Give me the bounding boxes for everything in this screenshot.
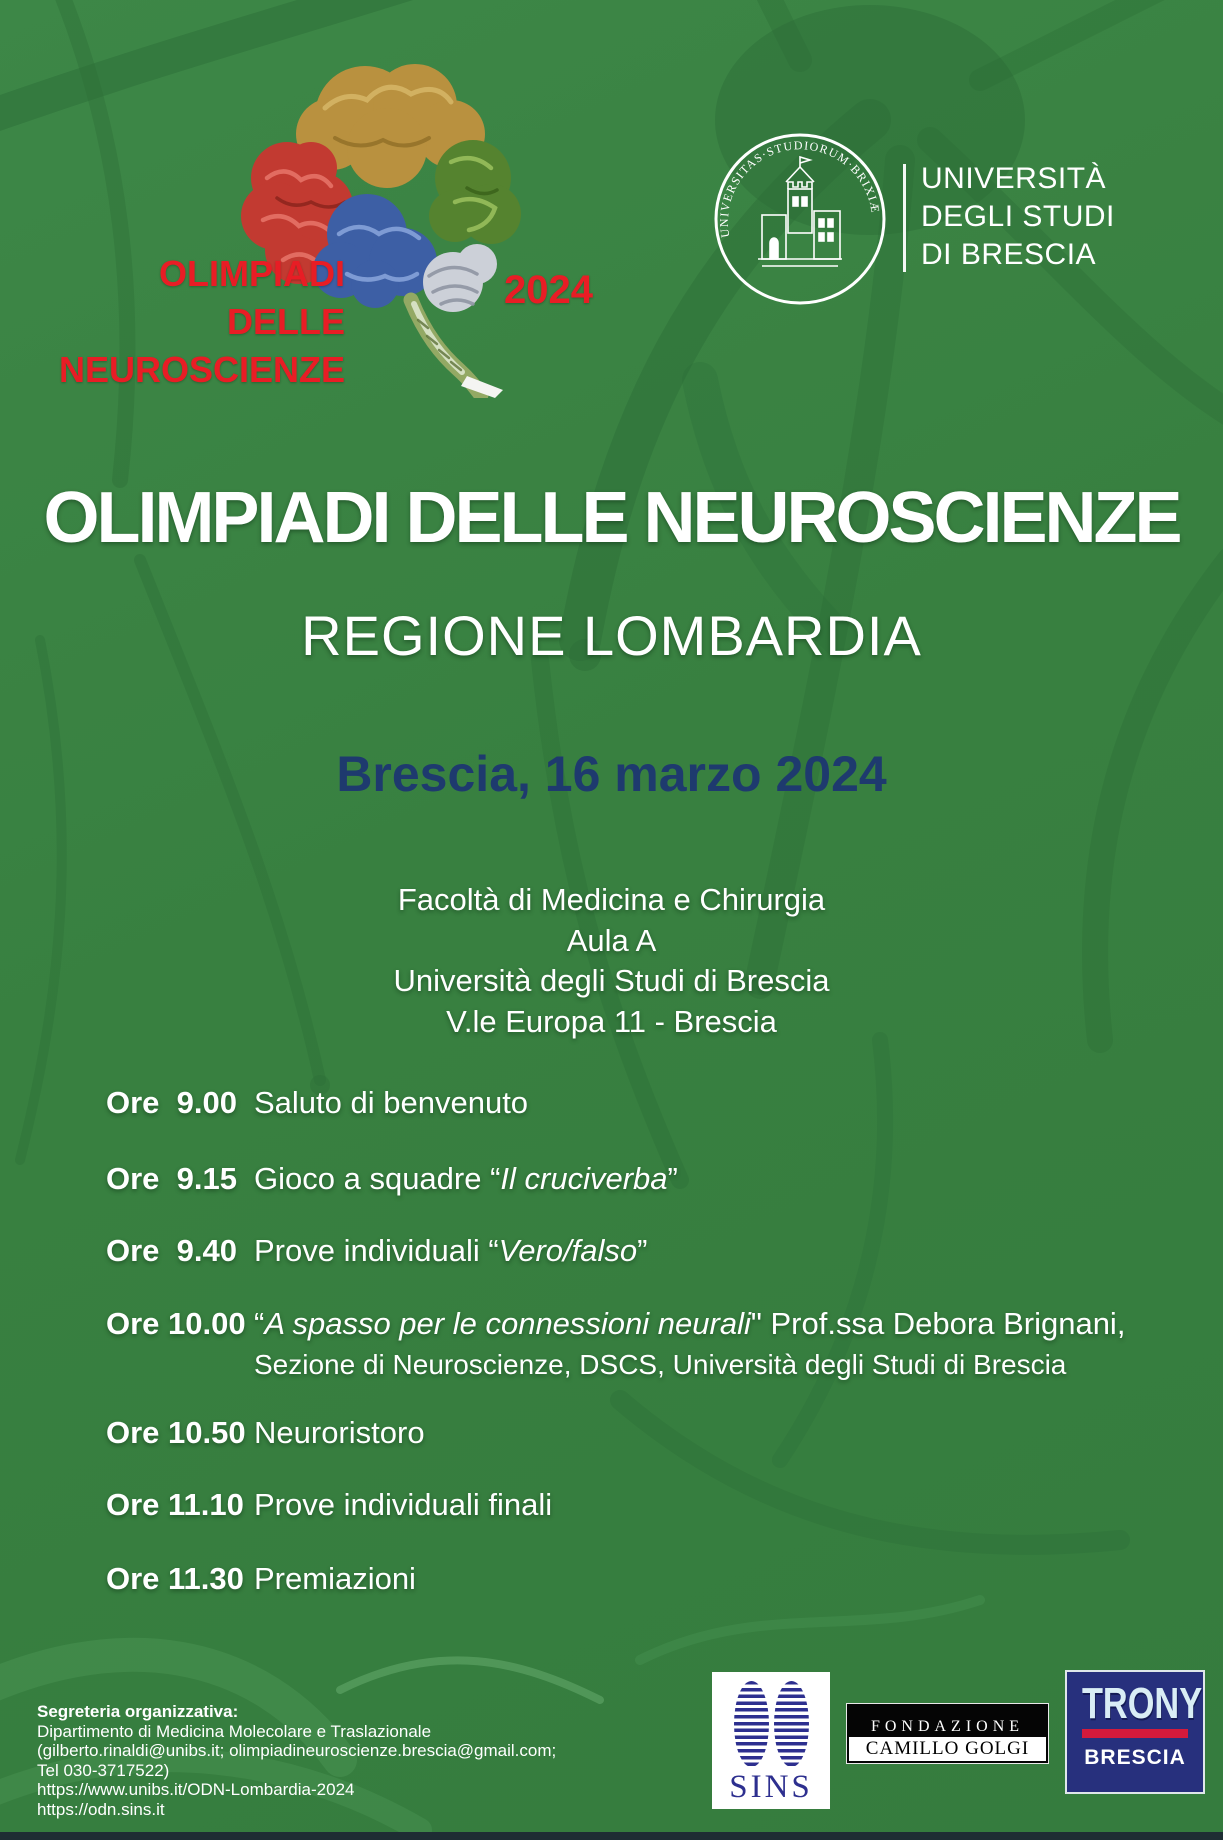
secretariat-department: Dipartimento di Medicina Molecolare e Traslazionale xyxy=(37,1721,432,1741)
schedule-row: Ore 10.00 “A spasso per le connessioni neurali" Prof.ssa Debora Brignani, Sezione di Neuroscienze, DSCS, Università degli Studi di Brescia xyxy=(106,1307,1206,1382)
trony-city: BRESCIA xyxy=(1084,1746,1186,1769)
secretariat-heading: Segreteria organizzativa: xyxy=(37,1702,239,1721)
schedule-row xyxy=(106,1086,1206,1120)
schedule-activity: Gioco a squadre “ xyxy=(254,1161,501,1196)
schedule-time: Ore 10.50 xyxy=(106,1415,246,1450)
venue-line-faculty: Facoltà di Medicina e Chirurgia xyxy=(397,882,826,917)
golgi-line2: CAMILLO GOLGI xyxy=(849,1737,1046,1761)
event-date: Brescia, 16 marzo 2024 xyxy=(336,746,887,802)
schedule-time: Ore 9.15 xyxy=(106,1161,237,1196)
schedule-row xyxy=(106,1416,1206,1450)
venue-line-university: Università degli Studi di Brescia xyxy=(393,963,830,998)
bottom-edge-bar xyxy=(0,1832,1223,1840)
schedule-activity: Prove individuali finali xyxy=(254,1487,553,1522)
university-name-line1: UNIVERSITÀ xyxy=(921,162,1107,195)
schedule-activity: Prove individuali “ xyxy=(254,1233,499,1268)
university-name-line3: DI BRESCIA xyxy=(921,238,1097,271)
red-event-wordmark xyxy=(20,250,345,394)
seal-inscription: UNIVERSITAS·STUDIORUM·BRIXIÆ xyxy=(716,138,883,239)
sins-brain-icon xyxy=(734,1681,809,1767)
secretariat-block xyxy=(37,1702,556,1819)
university-name-line2: DEGLI STUDI xyxy=(921,200,1115,233)
schedule-row xyxy=(106,1562,1206,1596)
secretariat-url-sins: https://odn.sins.it xyxy=(37,1799,165,1819)
schedule-activity: Neuroristoro xyxy=(254,1415,425,1450)
schedule-activity: Saluto di benvenuto xyxy=(254,1085,529,1120)
red-wordmark-line2: DELLE xyxy=(226,301,345,342)
trony-name: TRONY xyxy=(1081,1679,1203,1728)
schedule-row: Ore 9.40 Prove individuali “Vero/falso” xyxy=(106,1233,648,1268)
venue-line-address: V.le Europa 11 - Brescia xyxy=(446,1003,777,1039)
page-subtitle: REGIONE LOMBARDIA xyxy=(301,604,922,667)
trony-logo xyxy=(1065,1670,1205,1794)
red-wordmark-line1: OLIMPIADI xyxy=(159,253,345,294)
sins-label: SINS xyxy=(729,1769,813,1805)
secretariat-url-unibs: https://www.unibs.it/ODN-Lombardia-2024 xyxy=(37,1780,355,1799)
trony-red-bar xyxy=(1082,1729,1188,1738)
schedule-time: Ore 9.40 xyxy=(106,1233,237,1268)
sins-logo xyxy=(712,1672,830,1809)
schedule-row xyxy=(106,1488,1206,1522)
red-wordmark-line3: NEUROSCIENZE xyxy=(58,349,345,390)
schedule-time: Ore 11.30 xyxy=(106,1561,244,1596)
schedule-activity: Premiazioni xyxy=(254,1561,416,1596)
schedule-time: Ore 11.10 xyxy=(106,1487,244,1522)
secretariat-emails: (gilberto.rinaldi@unibs.it; olimpiadineuroscienze.brescia@gmail.com; xyxy=(37,1741,557,1760)
schedule-row: Ore 9.15 Gioco a squadre “Il cruciverba” xyxy=(106,1161,678,1196)
secretariat-phone: Tel 030-3717522) xyxy=(37,1760,170,1780)
schedule-activity: “ xyxy=(254,1306,265,1341)
page-title: OLIMPIADI DELLE NEUROSCIENZE xyxy=(43,478,1180,558)
schedule-speaker-affiliation: Sezione di Neuroscienze, DSCS, Università degli Studi di Brescia xyxy=(254,1349,1067,1380)
schedule-time: Ore 10.00 xyxy=(106,1306,246,1341)
seal-castle-art xyxy=(758,157,842,266)
fondazione-golgi-logo xyxy=(846,1703,1049,1764)
venue-block xyxy=(0,880,1223,1042)
university-logo-divider xyxy=(903,164,906,272)
university-wordmark xyxy=(921,160,1115,274)
schedule-time: Ore 9.00 xyxy=(106,1085,237,1120)
venue-line-room: Aula A xyxy=(566,922,657,958)
year-label: 2024 xyxy=(504,268,593,312)
golgi-line1: FONDAZIONE xyxy=(870,1718,1025,1735)
university-seal-icon xyxy=(712,131,888,307)
